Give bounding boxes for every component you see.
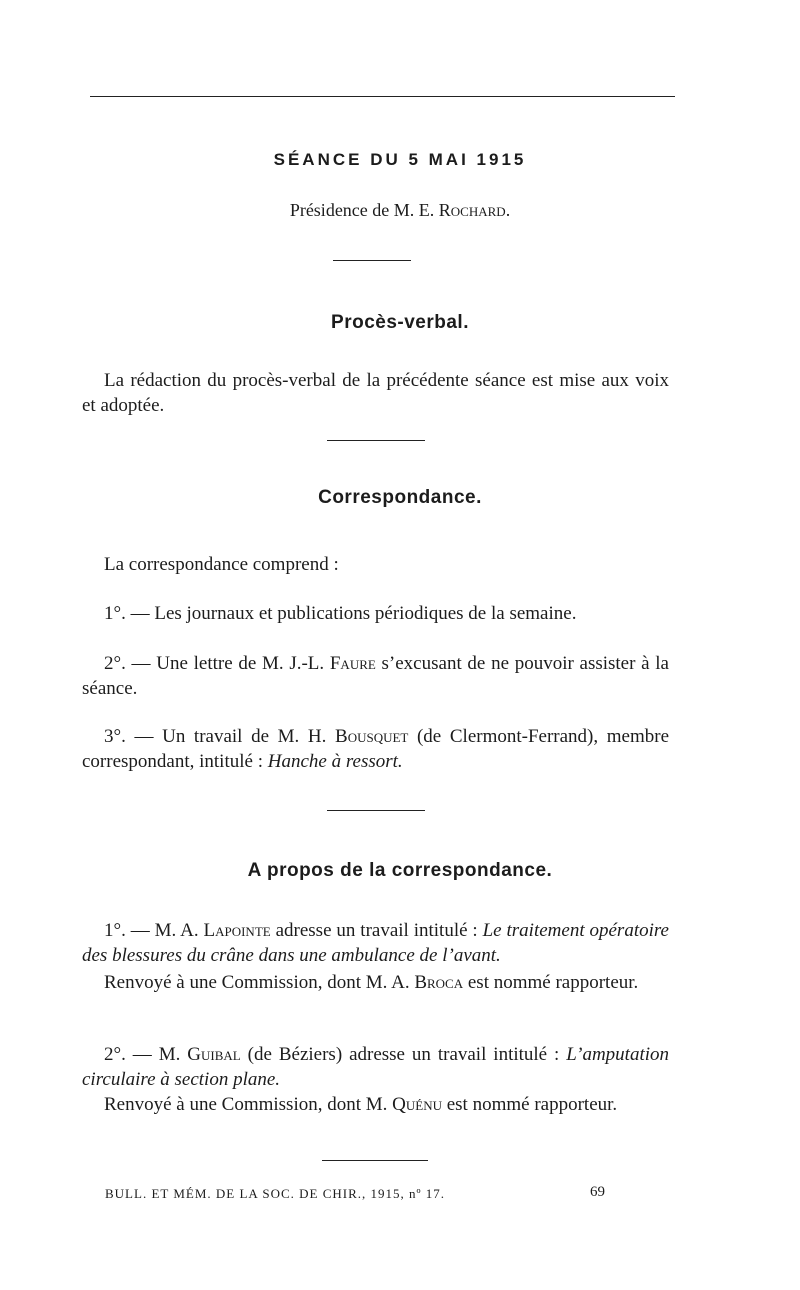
presidence-end: . — [505, 200, 511, 220]
author-name: Faure — [329, 653, 376, 674]
correspondance-item-3 — [82, 724, 669, 774]
separator-rule — [333, 260, 411, 261]
separator-rule — [327, 440, 425, 441]
a-propos-heading: A propos de la correspondance. — [247, 860, 553, 881]
separator-rule — [327, 810, 425, 811]
footer-citation: BULL. ET MÉM. DE LA SOC. DE CHIR., 1915, nº 17. — [105, 1186, 446, 1201]
item-text: 2°. — Une lettre de M. J.-L. — [104, 653, 330, 674]
presidence-line — [0, 200, 800, 221]
president-name: Rochard — [438, 200, 506, 220]
top-rule — [90, 96, 675, 97]
rapporteur-name: Quénu — [392, 1094, 442, 1115]
correspondance-heading: Correspondance. — [318, 487, 482, 508]
a-propos-item-2-renvoi — [82, 1092, 669, 1117]
page-number: 69 — [590, 1184, 605, 1200]
rapporteur-name: Broca — [414, 972, 464, 993]
work-title: L’amputation circulaire à section plane. — [82, 1044, 669, 1090]
correspondance-item-2 — [82, 651, 669, 701]
work-title: Le traitement opératoire des blessures du crâne dans une ambulance de l’avant. — [82, 920, 669, 966]
item-text: 3°. — Un travail de M. H. — [104, 726, 336, 747]
a-propos-item-1-renvoi — [82, 970, 669, 995]
work-title: Hanche à ressort. — [267, 751, 403, 772]
presidence-prefix: Présidence de M. E. — [289, 200, 439, 220]
proces-verbal-text: La rédaction du procès-verbal de la précédente séance est mise aux voix et adoptée. — [82, 370, 669, 416]
a-propos-item-1 — [82, 918, 669, 968]
item-text: Renvoyé à une Commission, dont M. A. — [104, 972, 415, 993]
a-propos-item-2 — [82, 1042, 669, 1092]
correspondance-intro: La correspondance comprend : — [104, 554, 339, 575]
item-text: 2°. — M. — [104, 1044, 188, 1065]
end-rule — [322, 1160, 428, 1161]
proces-verbal-heading: Procès-verbal. — [331, 312, 469, 333]
author-name: Bousquet — [335, 726, 409, 747]
item-text: (de Clermont-Ferrand), membre correspondant, intitulé : — [82, 726, 669, 772]
item-text: (de Béziers) adresse un travail intitulé : — [240, 1044, 567, 1065]
author-name: Lapointe — [203, 920, 271, 941]
correspondance-item-1: 1°. — Les journaux et publications périodiques de la semaine. — [104, 603, 577, 624]
item-text: Renvoyé à une Commission, dont M. — [104, 1094, 393, 1115]
session-title: SÉANCE DU 5 MAI 1915 — [273, 150, 527, 169]
item-text: adresse un travail intitulé : — [270, 920, 483, 941]
item-text: 1°. — M. A. — [104, 920, 204, 941]
author-name: Guibal — [187, 1044, 241, 1065]
item-text: est nommé rapporteur. — [441, 1094, 618, 1115]
item-text: est nommé rapporteur. — [463, 972, 639, 993]
item-text: s’excusant de ne pouvoir assister à la séance. — [82, 653, 669, 699]
